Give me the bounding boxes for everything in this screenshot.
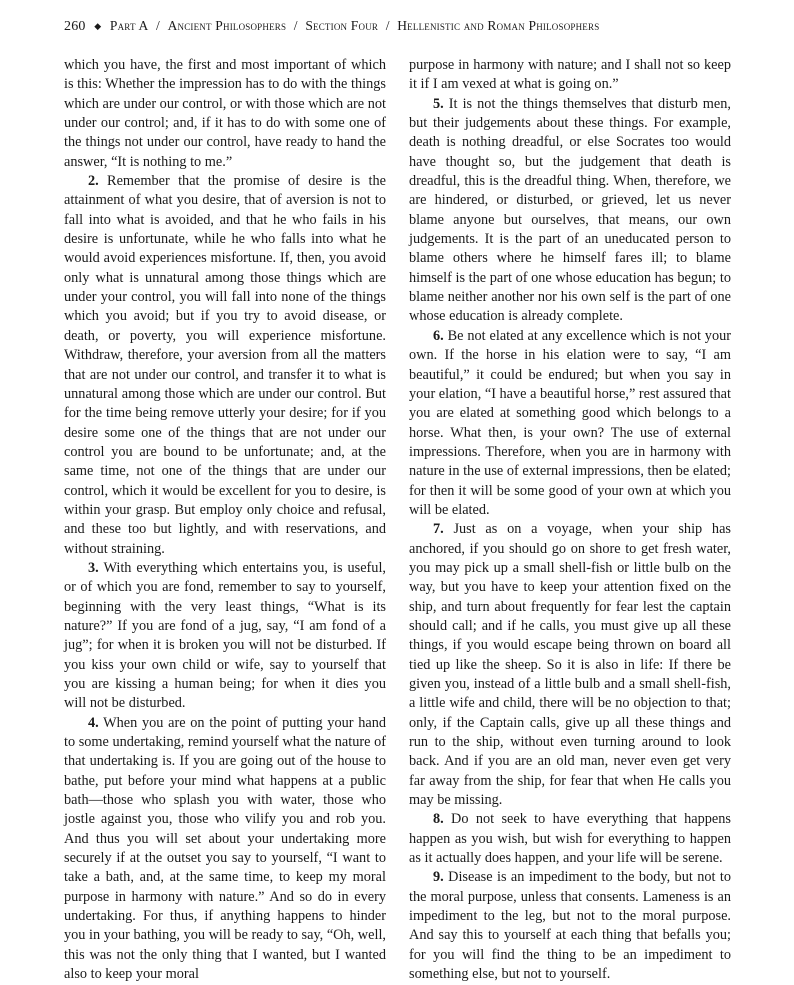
paragraph-number: 3. xyxy=(88,559,99,576)
right-column xyxy=(409,56,731,985)
paragraph-number: 5. xyxy=(433,95,444,112)
paragraph: 9. Disease is an impediment to the body, but not to the moral purpose, unless that consents. Lameness is an impediment to the leg, but not to the moral purpose. And say this to yourself at each thing that befalls you; for you will find the thing to be an impediment to something else, but not to yourself. xyxy=(409,869,731,983)
left-column xyxy=(64,56,386,985)
header-separator: / xyxy=(385,18,390,33)
header-part: Part A xyxy=(109,18,149,33)
diamond-icon: ◆ xyxy=(94,21,102,31)
paragraph-number: 8. xyxy=(433,811,444,828)
paragraph: 6. Be not elated at any excellence which is not your own. If the horse in his elation were to say, “I am beautiful,” it could be endured; but when you say in your elation, “I have a beautiful horse,” rest assured that you are elated at something good which belongs to a horse. What then, is your own? The use of external impressions. Therefore, when you are in harmony with nature in the use of external impressions, then be elated; for then it will be some good of your own at which you will be elated. xyxy=(409,327,731,518)
paragraph-number: 4. xyxy=(88,714,99,731)
header-separator: / xyxy=(156,18,160,33)
paragraph: 8. Do not seek to have everything that happens happen as you wish, but wish for everything to happen as it actually does happen, and your life will be serene. xyxy=(409,811,731,867)
page-number: 260 xyxy=(64,19,86,34)
paragraph: 3. With everything which entertains you, is useful, or of which you are fond, remember to say to yourself, beginning with the very least things, “What is its nature?” If you are fond of a jug, say, “I am fond of a jug”; for when it is broken you will not be disturbed. If you kiss your own child or wife, say to yourself that you are kissing a human being; for when it dies you will not be disturbed. xyxy=(64,559,386,712)
paragraph: 2. Remember that the promise of desire is the attainment of what you desire, that of aversion is not to fall into what is avoided, and that he who fails in his desire is unfortunate, while he who falls into what he would avoid experiences misfortune. If, then, you avoid only what is unnatural among those things which are under your control, you will fall into none of the things which you avoid; but if you try to avoid disease, or death, or poverty, you will experience misfortune. Withdraw, therefore, your aversion from all the matters that are not under our control, and transfer it to what is unnatural among those which are under our control. But for the time being remove utterly your desire; for if you desire some one of the things that are not under our control you are bound to be unfortunate; and, at the same time, not one of the things that are under our control, which it would be excellent for you to desire, is within your grasp. But employ only choice and refusal, and these too but lightly, and with reservations, and without straining. xyxy=(64,173,386,557)
header-section-1: Ancient Philosophers xyxy=(167,18,287,33)
paragraph-number: 2. xyxy=(88,173,99,190)
header-separator: / xyxy=(293,18,298,33)
paragraph: which you have, the first and most important of which is this: Whether the impression has to do with the things which are under our control, or with those which are not under our control; and, if it has to do with some one of the things not under our control, have ready to hand the answer, “It is nothing to me.” xyxy=(64,57,386,170)
paragraph-number: 7. xyxy=(433,521,444,538)
running-header xyxy=(64,18,744,35)
header-section-2: Section Four xyxy=(305,18,379,33)
paragraph-number: 6. xyxy=(433,327,444,344)
paragraph: purpose in harmony with nature; and I shall not so keep it if I am vexed at what is going on.” xyxy=(409,57,731,93)
header-section-3: Hellenistic and Roman Philosophers xyxy=(397,18,600,33)
paragraph: 5. It is not the things themselves that disturb men, but their judgements about these things. For example, death is nothing dreadful, or else Socrates too would have thought so, but the judgement that death is dreadful, this is the dreadful thing. When, therefore, we are hindered, or disturbed, or grieved, let us never blame anyone but ourselves, that means, our own judgements. It is the part of an uneducated person to blame others where he himself fares ill; to blame himself is the part of one whose education has begun; to blame neither another nor his own self is the part of one whose education is already complete. xyxy=(409,95,731,325)
paragraph: 7. Just as on a voyage, when your ship has anchored, if you should go on shore to get fresh water, you may pick up a small shell-fish or little bulb on the way, but you have to keep your attention fixed on the ship, and turn about frequently for fear lest the captain should call; and if he calls, you must give up all these things, if you would escape being thrown on board all tied up like the sheep. So it is also in life: If there be given you, instead of a little bulb and a small shell-fish, a little wife and child, there will be no objection to that; only, if the Captain calls, give up all these things and run to the ship, without even turning around to look back. And if you are an old man, never even get very far away from the ship, for fear that when He calls you may be missing. xyxy=(409,521,731,809)
paragraph: 4. When you are on the point of putting your hand to some undertaking, remind yourself what the nature of that undertaking is. If you are going out of the house to bathe, put before your mind what happens at a public bath—those who splash you with water, those who jostle against you, those who vilify you and rob you. And thus you will set about your undertaking more securely if at the outset you say to yourself, “I want to take a bath, and, at the same time, to keep my moral purpose in harmony with nature.” And so do in every undertaking. For thus, if anything happens to hinder you in your bathing, you will be ready to say, “Oh, well, this was not the only thing that I wanted, but I wanted also to keep your moral xyxy=(64,714,386,983)
paragraph-number: 9. xyxy=(433,869,444,886)
